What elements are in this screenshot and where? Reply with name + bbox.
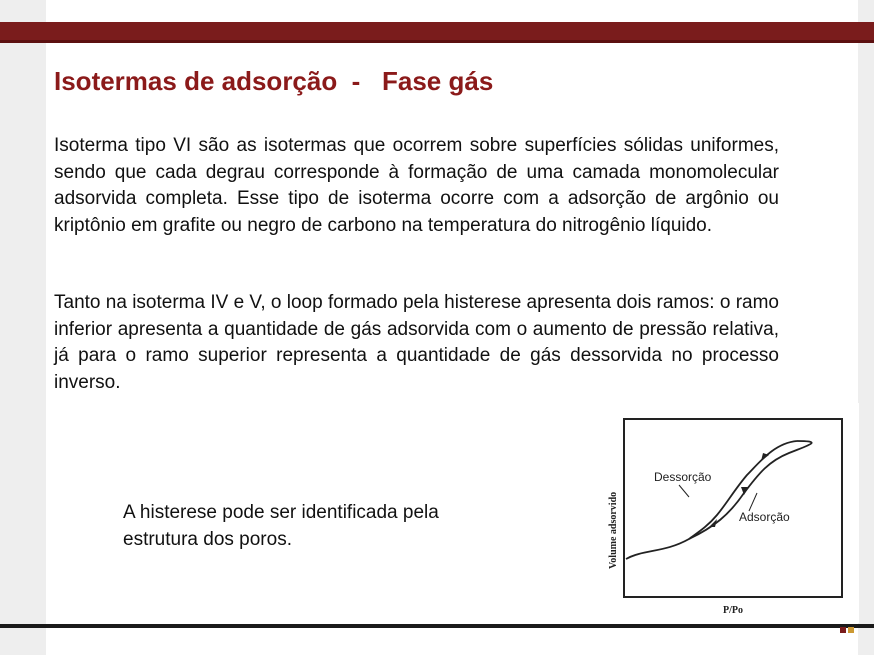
paragraph-type-vi: Isoterma tipo VI são as isotermas que ocorrem sobre superfícies sólidas uniformes, sendo que cada degrau corresponde à formação de uma camada monomolecular adsorvida completa. Esse tipo de isoterma ocorre com a adsorção de argônio ou kriptônio em grafite ou negro de carbono na temperatura do nitrogênio líquido. — [54, 135, 779, 236]
adsorption-arrow — [741, 487, 749, 495]
right-margin-panel — [858, 0, 874, 655]
header-band-shadow — [0, 40, 874, 43]
adsorption-branch — [626, 441, 812, 559]
isotherm-figure — [589, 403, 859, 623]
desorption-label: Dessorção — [654, 470, 712, 484]
desorption-label-pointer — [679, 485, 689, 497]
paragraph-hysteresis: Tanto na isoterma IV e V, o loop formado pela histerese apresenta dois ramos: o ramo inferior apresenta a quantidade de gás adsorvida com o aumento de pressão relativa, já para o ramo superior representa a quantidade de gás dessorvida no processo inverso. — [54, 292, 779, 393]
footer-accent-square — [840, 627, 846, 633]
slide-title: Isotermas de adsorção - Fase gás — [54, 66, 494, 96]
footer-accent-square-gold — [848, 627, 854, 633]
left-margin-panel — [0, 0, 46, 655]
adsorption-label: Adsorção — [739, 510, 790, 524]
isotherm-diagram — [589, 403, 859, 623]
adsorption-label-pointer — [749, 493, 757, 511]
header-band — [0, 22, 874, 42]
x-axis-label: P/Po — [723, 605, 743, 616]
footer-rule — [0, 624, 874, 628]
y-axis-label: Volume adsorvido — [608, 491, 619, 569]
hysteresis-note: A histerese pode ser identificada pela estrutura dos poros. — [123, 502, 439, 550]
